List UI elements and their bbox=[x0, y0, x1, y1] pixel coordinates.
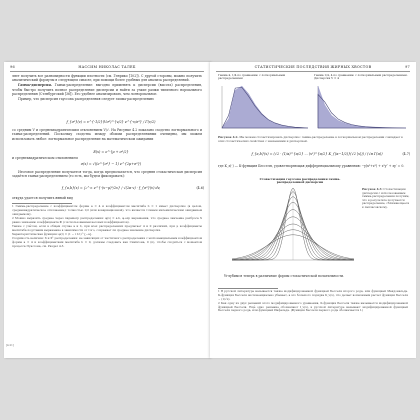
equation-5: f_{a,b}(x) = (√2 · (1/α)^{α/2} ... (x²)^{α/2} K_{(α−1/2)}(√2 |x|)) / (√π Γ(α)) bbox=[251, 152, 383, 156]
right-running-head: СТАТИСТИЧЕСКИЕ ПОСЛЕДСТВИЯ ЖИРНЫХ ХВОСТОВ bbox=[254, 65, 372, 69]
equation-1: f_{σ²}(v) = v^{-1/2}(Vσ²)^{v/2} e^{-v/σ²} / Γ(v/2) bbox=[66, 120, 156, 124]
paragraph: со средним V и среднеквадратическим отклонением V/√. На Рисунке 4.2 показано сходство логнормального и гамма-распределений. Поскольку сходства между обоими распределениями очевидны, мы можем использовать любое: логнормальное распределение на математическом ожидании bbox=[12, 128, 202, 141]
footnote: Характеристическая функция: φ(t) = (1 − i b t)^{−a}. bbox=[12, 231, 93, 236]
right-page bbox=[210, 62, 416, 358]
left-page bbox=[4, 62, 210, 358]
paragraph: Пример, что дисперсия гауссова распределения следует гамма-распределению bbox=[18, 97, 154, 102]
paragraph-lead: Гамма-дисперсия. bbox=[18, 83, 52, 88]
left-header bbox=[10, 65, 204, 72]
left-body-text-1 bbox=[12, 74, 202, 102]
chart-c-title: Стохастизация гауссова распределения гамма-распределенной дисперсии bbox=[259, 177, 341, 185]
equation-4 bbox=[22, 186, 200, 190]
footnote: 1 Гамма-распределение с коэффициентом формы а = 4 и коэффициентом масштаба b = 1 имеет дисперсию (в целом, среднеквадратическое отклонение): точностью 1/2 (или ковариационной), что является точным математическим ожиданием ожидаемому. bbox=[12, 204, 202, 216]
chart-c bbox=[228, 186, 358, 264]
right-header bbox=[216, 65, 410, 72]
chart-a-figure bbox=[218, 74, 310, 134]
right-footnotes bbox=[218, 290, 408, 314]
equation-2: E(x) = e^{μ + σ²/2} bbox=[93, 150, 129, 154]
paragraph: откуда удается получить явный вид bbox=[12, 196, 73, 200]
figure-caption-2 bbox=[362, 188, 410, 210]
right-page-number: 97 bbox=[405, 65, 410, 69]
left-body-text-3 bbox=[12, 156, 202, 161]
caption-text: Мы можем стохастизировать дисперсию: гамма-распределение в логнормальном распределении совпадает в этих стохастических свойствах с значениями и дисперсией. bbox=[218, 135, 403, 143]
paragraph: и среднеквадратическом отклонением bbox=[12, 156, 78, 160]
chart-b bbox=[314, 84, 408, 132]
side-reference: [4.21] bbox=[6, 344, 14, 347]
figure-caption-1 bbox=[218, 136, 408, 143]
left-body-text-2 bbox=[12, 128, 202, 142]
equation-3: σ(x) = √((e^{σ²} − 1) e^{2μ+σ²}) bbox=[80, 162, 142, 166]
chart-a bbox=[218, 84, 310, 132]
paragraph: ляет получить все разновидности функции плотности (см. Генрико [102]). С другой стороны, можно получить аналитический формулы в следующем смысле, при помощи более удобных для анализа распределений. bbox=[12, 74, 202, 83]
left-body-text-5 bbox=[12, 196, 202, 201]
chart-b-series-1 bbox=[318, 86, 406, 128]
footnote: 1 В русской литературе называется также модифицированной функцией Бесселя второго рода, или функцией Макдональда. К-функция Бесселя экспоненциально убывает, а это большого порядка K_v(x), что делает возможным расчет функции Бесселя ~ (1/√x). bbox=[218, 289, 408, 301]
right-body-text-2 bbox=[218, 274, 408, 279]
equation-5-number: (4.7) bbox=[402, 152, 410, 156]
footnote: Также с учётом, если в общем случае a и b, при всех распределениях предлагает 4 и 0 различий, при μ коэффициенты масштаба подставим выражение в зависимости от того, сохраняет ли среднее значение дисперсия. bbox=[12, 223, 202, 232]
chart-a-series-1 bbox=[222, 86, 308, 128]
left-body-text-4 bbox=[12, 170, 202, 179]
chart-b-title: Гамма 1/4, 4 по сравнению с логнормальным распределением. Дисперсия V = 4 bbox=[314, 73, 408, 81]
chart-b-figure bbox=[314, 74, 408, 134]
paragraph bbox=[12, 83, 202, 96]
right-body-text-1 bbox=[218, 164, 408, 169]
footnote: 2 Можно выразить среднее через параметр распределения: φ(x) = a·b, φ·exp выражения, что среднее значение разброса Х равно значению коэффициента Ф (с использованием весовых коэффициентов). bbox=[12, 215, 202, 224]
paragraph-text: Гамма-распределение: выгодно применять к дисперсии (высота) распределения, чтобы быстро получить полное распределение дисперсии и найти за узкие рамки типичного нормального распределения (Стэнбургский [36]). Его удобнее анализировать, чем логнормальное. bbox=[12, 83, 202, 97]
footnote: Сходимость величин: Х и Х¹ распределения: не зависящих от частичного распределения с экспоненциальным коэффициентом формы а = 4 и коэффициентами масштаба b = 0, должны следовать как Симпсона, 0 (n), чтобы сходиться с моментом процесса Пуассона, см. Раздел 4.3. bbox=[12, 235, 202, 248]
left-footnotes bbox=[12, 205, 202, 249]
caption-text: Стохастизация дисперсии с использованием гамма-распределения получим, что в результате получается распределение, сближающееся к лапласовскому. bbox=[362, 187, 410, 209]
paragraph: Углубимся теперь в различные формы стохастической волатильности. bbox=[224, 274, 345, 278]
left-page-number: 96 bbox=[10, 65, 15, 69]
equation-4-number: (4.6) bbox=[196, 186, 204, 190]
paragraph: Итоговое распределение получается тогда, когда предполагается, что средняя стохастическая дисперсия задаётся гамма-распределением (то есть, мы будем фиксировать): bbox=[12, 170, 202, 179]
footnote: 2 Как одну из двух решений этого модифицированного уравнения, K-функция Бесселя также называется модифицированной функцией Бесселя. Ещё одно решение обозначают I_v(x), в русской литературе называют модифицированной функцией Бесселя первого рода, или функцией Инфельда. (Функция Бесселя первого рода обозначается I.) bbox=[218, 300, 408, 313]
paragraph: где K_z(·) — К-функция Бесселя, удовлетворяющая дифференциальному уравнению −y(x²+z²) + z²y″ + zy′ = 0. bbox=[218, 164, 405, 168]
caption-label: Рисунок 4.3: bbox=[362, 187, 383, 191]
left-running-head: НАССИМ НИКОЛАС ТАЛЕБ bbox=[78, 65, 136, 69]
caption-label: Рисунок 4.2. bbox=[218, 135, 239, 139]
chart-a-title: Гамма 4, 1/4 по сравнению с логнормальным распределением bbox=[218, 73, 286, 81]
equation-4-body: f_{a,b}(x) = ∫₀^∞ e^{-(x−μ)²/2v} / √(2π v) · f_{σ²}(v) dv, bbox=[61, 186, 161, 190]
